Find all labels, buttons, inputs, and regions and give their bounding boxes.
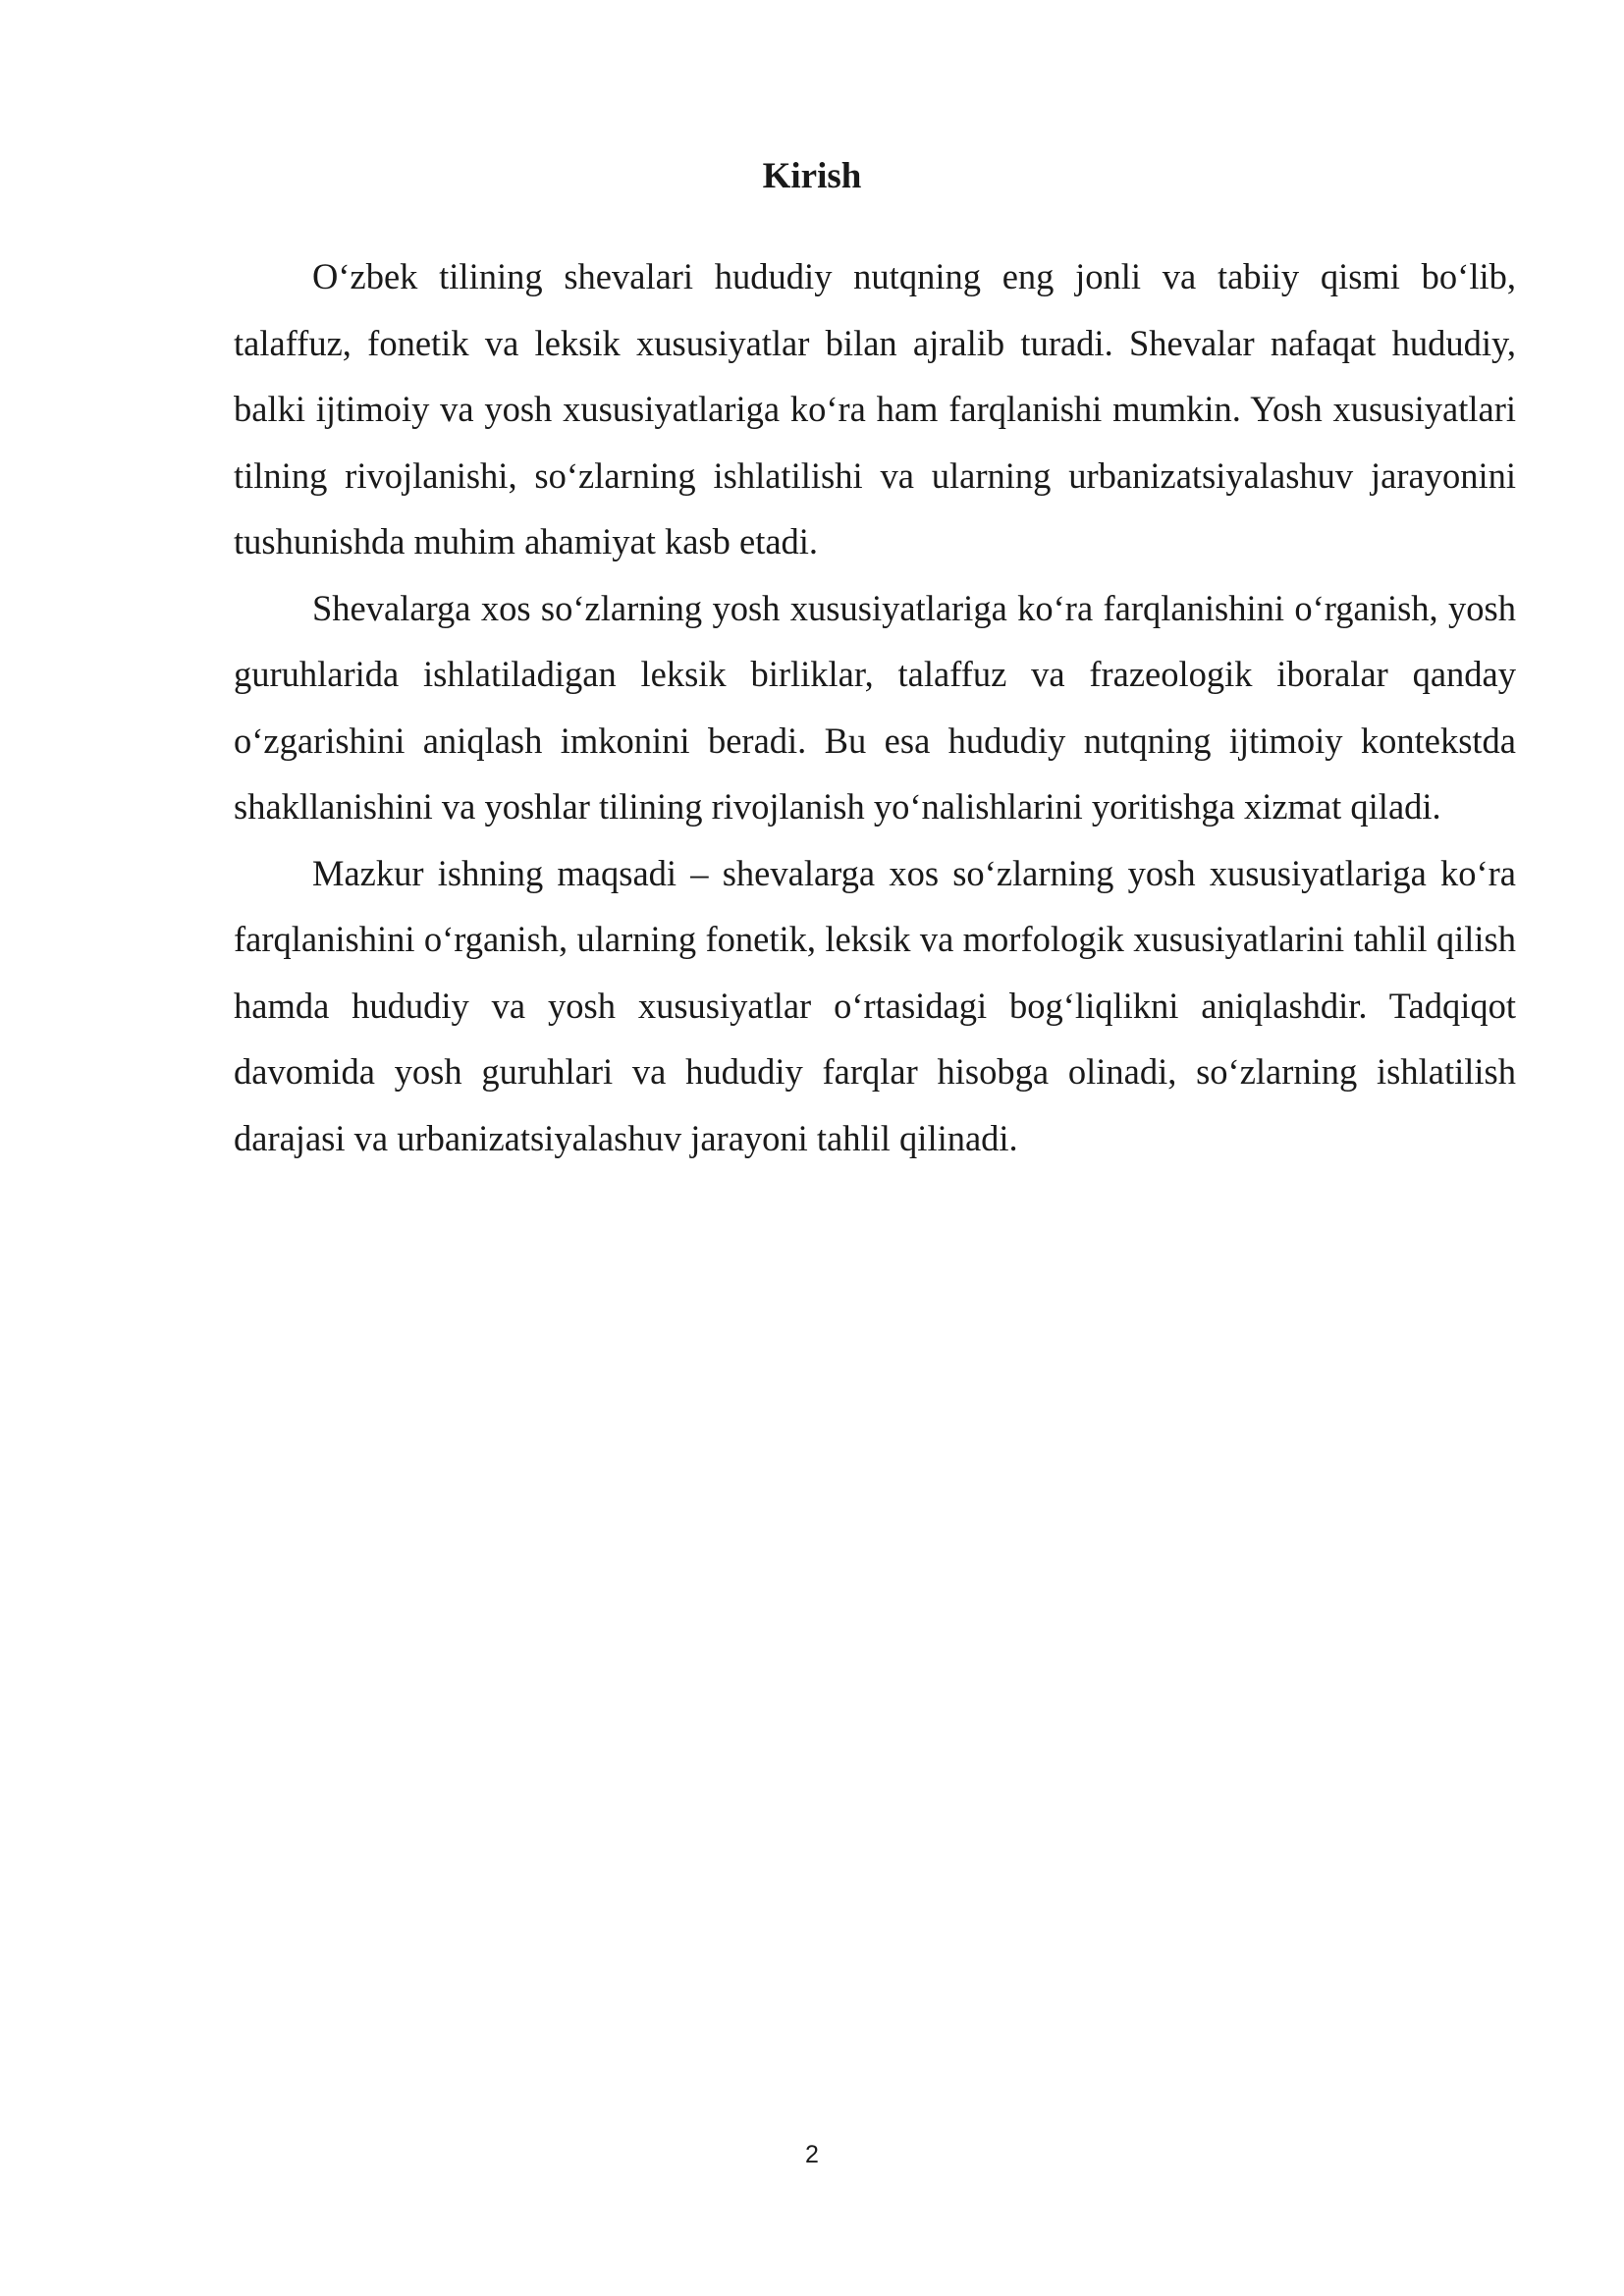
page-number: 2 xyxy=(805,2141,819,2168)
section-heading: Kirish xyxy=(762,156,862,196)
body-text xyxy=(234,243,1516,1171)
paragraph-1: O‘zbek tilining shevalari hududiy nutqning eng jonli va tabiiy qismi bo‘lib, talaffuz, fonetik va leksik xususiyatlar bilan ajralib turadi. Shevalar nafaqat hududiy, balki ijtimoiy va yosh xususiyatlariga ko‘ra ham farqlanishi mumkin. Yosh xususiyatlari tilning rivojlanishi, so‘zlarning ishlatilishi va ularning urbanizatsiyalashuv jarayonini tushunishda muhim ahamiyat kasb etadi. xyxy=(234,256,1516,561)
paragraph-2: Shevalarga xos so‘zlarning yosh xususiyatlariga ko‘ra farqlanishini o‘rganish, yosh guruhlarida ishlatiladigan leksik birliklar, talaffuz va frazeologik iboralar qanday o‘zgarishini aniqlash imkonini beradi. Bu esa hududiy nutqning ijtimoiy kontekstda shakllanishini va yoshlar tilining rivojlanish yo‘nalishlarini yoritishga xizmat qiladi. xyxy=(234,587,1516,827)
paragraph-3: Mazkur ishning maqsadi – shevalarga xos so‘zlarning yosh xususiyatlariga ko‘ra farqlanishini o‘rganish, ularning fonetik, leksik va morfologik xususiyatlarini tahlil qilish hamda hududiy va yosh xususiyatlar o‘rtasidagi bog‘liqlikni aniqlashdir. Tadqiqot davomida yosh guruhlari va hududiy farqlar hisobga olinadi, so‘zlarning ishlatilish darajasi va urbanizatsiyalashuv jarayoni tahlil qilinadi. xyxy=(234,852,1516,1158)
